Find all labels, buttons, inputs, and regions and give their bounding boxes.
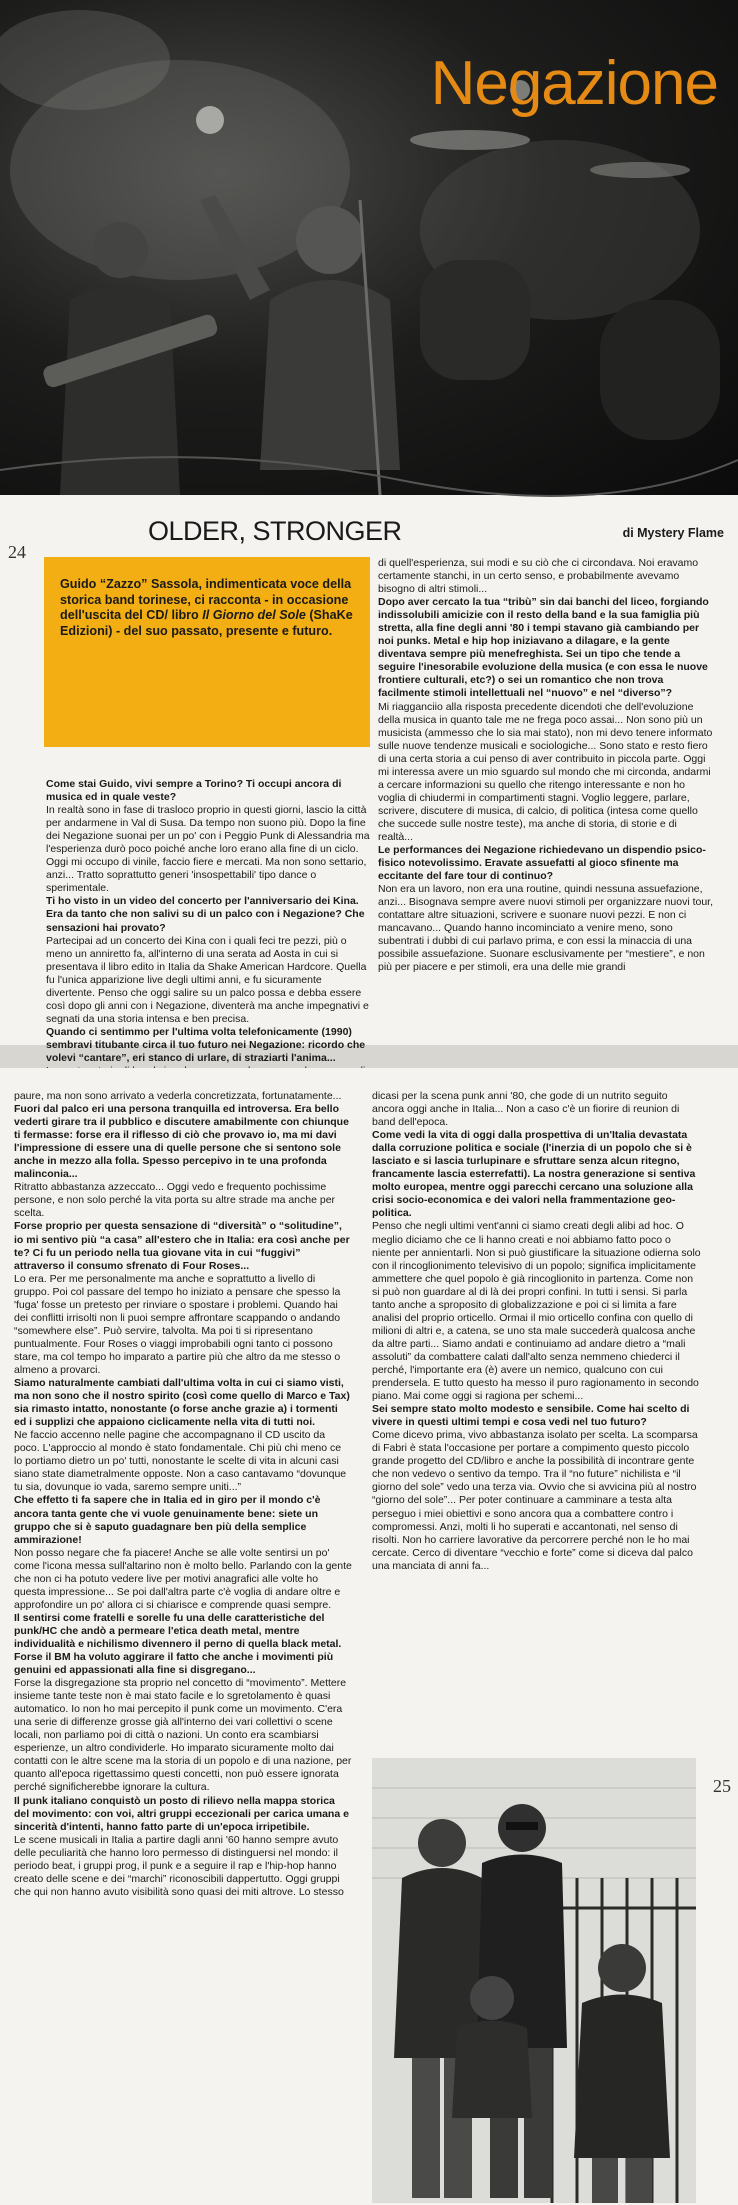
band-photo (372, 1758, 696, 2203)
interview-answer: Le scene musicali in Italia a partire dagli anni '60 hanno sempre avuto delle peculiarità che hanno loro permesso di distinguersi nel mondo: il periodo beat, i gruppi prog, il punk e a seguire il rap e l'hip-hop hanno creato delle scene e dei “marchi” riconoscibili dappertutto. Oggi gruppi che qui non hanno avuto visibilità sono quasi dei miti altrove. Lo stesso (14, 1833, 344, 1898)
interview-question: Il sentirsi come fratelli e sorelle fu una delle caratteristiche del punk/HC che andò a permeare l'etica death metal, mentre individualità e nichilismo divennero il perno di quella black metal. Forse il BM ha voluto aggirare il fatto che anche i movimenti più genuini ed appassionati alla fine si disgregano... (14, 1611, 342, 1677)
article-byline: di Mystery Flame (622, 526, 724, 540)
interview-question: Fuori dal palco eri una persona tranquilla ed introversa. Era bello vederti girare tra il pubblico e discutere amabilmente con chiunque ti fermasse: forse era il riflesso di ciò che provavo io, ma mi davi l'impressione di essere una di quelle persone che si sentono sole anche in mezzo alla folla. Spesso percepivo in te una profonda malinconia... (14, 1103, 349, 1181)
interview-answer: Ne faccio accenno nelle pagine che accompagnano il CD uscito da poco. L'approccio al mondo è stato fondamentale. Chi più chi meno ce lo portiamo dietro un po' tutti, nonostante le scelte di vita in alcuni casi siano state diametralmente opposte. Non a caso cantavamo “dovunque tu sia, dovunque io vada, saremo sempre uniti...” (14, 1429, 347, 1494)
interview-question: Come stai Guido, vivi sempre a Torino? Ti occupi ancora di musica ed in quale veste? (46, 778, 342, 804)
hero-title: Negazione (430, 49, 718, 118)
interview-question: Il punk italiano conquistò un posto di rilievo nella mappa storica del movimento: con voi, altri gruppi eccezionali per carica umana e sincerità d'intenti, hanno fatto parte di un'epoca irripetibile. (14, 1794, 349, 1833)
interview-answer: dicasi per la scena punk anni '80, che gode di un nutrito seguito ancora oggi anche in Italia... Non a caso c'è un fiorire di reunion di band dell'epoca. (372, 1090, 680, 1129)
interview-question: Dopo aver cercato la tua “tribù” sin dai banchi del liceo, forgiando indissolubili amicizie con il resto della band e la sua famiglia più stretta, alla fine degli anni '80 i tempi stavano già cambiando per noi punks. Metal e hip hop iniziavano a dilagare, e la gente diventava sempre più menefreghista. Sei un tipo che tende a seguire l'inesorabile evoluzione della musica (e con essa le nuove frontiere culturali, etc?) o sei un romantico che non trova facilmente stimoli intellettuali nel “nuovo” e nel “diverso”? (378, 596, 709, 700)
interview-answer: Ritratto abbastanza azzeccato... Oggi vedo e frequento pochissime persone, e non solo perché la vita porta su altre strade ma anche per scelta. (14, 1181, 336, 1220)
magazine-page-25 (0, 1068, 738, 2205)
hero-photo-concert (0, 0, 738, 495)
intro-box (44, 557, 370, 747)
band-photo-illustration (372, 1758, 696, 2203)
interview-answer: Non era un lavoro, non era una routine, quindi nessuna assuefazione, anzi... Bisognava sempre avere nuovi stimoli per organizzare nuovi tour, contattare altre situazioni, scrivere e suonare nuovi pezzi. E non ci mancavano... Quando hanno incominciato a venire meno, sono subentrati i dubbi di cui parlavo prima, e con essi la minaccia di una possibile assuefazione. Suonare esclusivamente per “mestiere”, e non più per piacere e per stimoli, era una delle mie grandi (378, 883, 714, 974)
interview-question: Siamo naturalmente cambiati dall'ultima volta in cui ci siamo visti, ma non sono che il nostro spirito (così come quello di Marco e Tax) sia rimasto intatto, nonostante (o forse anche grazie a) i tormenti ed i supplizi che appaiono ciclicamente nella vita di tutti noi. (14, 1377, 350, 1429)
interview-answer: Partecipai ad un concerto dei Kina con i quali feci tre pezzi, più o meno un anniretto fa, all'interno di una serata ad Aosta in cui si presentava il libro edito in Italia da Shake American Hardcore. Quella fu l'unica apparizione live degli ultimi anni, e fu sicuramente divertente. Penso che oggi salire su un palco possa e debba essere così dopo gli anni con i Negazione, diventerà ma anche impegnativi e segnati da una storia intensa e ben precisa. (46, 934, 369, 1025)
interview-answer: paure, ma non sono arrivato a vederla concretizzata, fortunatamente... (14, 1090, 342, 1102)
interview-answer: Lo era. Per me personalmente ma anche e soprattutto a livello di gruppo. Poi col passare del tempo ho iniziato a pensare che spesso la 'fuga' fosse un pretesto per rinviare o spostare i problemi. Quando hai dei conflitti irrisolti non li puoi sempre affrontare scappando o andando “somewhere else”. Può servire, talvolta. Ma poi ti si ripresentano puntualmente. Four Roses o viaggi improbabili ogni tanto ci possono stare, ma col tempo ho imparato a partire più che altro da me stesso o almeno a provarci. (14, 1272, 341, 1376)
interview-question: Sei sempre stato molto modesto e sensibile. Come hai scelto di vivere in questi ultimi tempi e cosa vedi nel tuo futuro? (372, 1403, 690, 1429)
page-number: 24 (8, 542, 26, 562)
interview-answer: Penso che negli ultimi vent'anni ci siamo creati degli alibi ad hoc. O meglio diciamo che ce li hanno creati e noi abbiamo fatto poco o niente per annientarli. Non si può giustificare la situazione odierna solo con il rincoglionimento televisivo di un popolo; significa implicitamente ammettere che quel popolo è già rincoglionito in partenza. Come non si può non guardare al di là dei propri confini. In tutti i sensi. Si parla tanto anche a sproposito di globalizzazione e poi ci si limita a fare analisi del proprio orticello. Ormai il mio orticello confina con quello di milioni di altri e, a catena, se uno sta male succederà qualcosa anche da altre parti... Siamo andati e continuiamo ad andare dietro a “mali assoluti” da combattere calati dall'alto senza nemmeno chiederci il perché, l'importante era (è) avere un nemico, qualcuno con cui prendersela. E tutto questo ha messo il puro ragionamento in secondo piano. Mai come oggi si ragiona per schemi... (372, 1220, 701, 1403)
interview-question: Le performances dei Negazione richiedevano un dispendio psico-fisico notevolissimo. Eravate assuefatti al gioco sfinente ma eccitante del fare tour di continuo? (378, 844, 706, 883)
text-column-p25-left (14, 1090, 352, 1899)
interview-question: Ti ho visto in un video del concerto per l'anniversario dei Kina. Era da tanto che non salivi su di un palco con i Negazione? Che sensazioni hai provato? (46, 895, 365, 934)
intro-text: Guido “Zazzo” Sassola, indimenticata voce della storica band torinese, ci racconta - in occasione dell'uscita del CD/ libro Il Giorno del Sole (ShaKe Edizioni) - del suo passato, presente e futuro. (60, 577, 353, 638)
interview-question: Come vedi la vita di oggi dalla prospettiva di un'Italia devastata dalla corruzione politica e sociale (l'inerzia di un popolo che si è lasciato e si lascia turlupinare e sfruttare senza alcun ritegno, francamente lascia esterrefatti). La nostra generazione si sentiva molto europea, mentre oggi parecchi cercano una soluzione alla crisi socio-economica e dei valori nella frammentazione geo-politica. (372, 1129, 696, 1220)
page-number: 25 (713, 1776, 731, 1796)
article-headline: OLDER, STRONGER (148, 516, 402, 546)
interview-question: Forse proprio per questa sensazione di “diversità” o “solitudine”, io mi sentivo più “a casa” all'estero che in Italia: era così anche per te? Ci fu un periodo nella tua giovane vita in cui “fuggivi” attraverso il consumo sfrenato di Four Roses... (14, 1220, 350, 1272)
interview-answer: Non posso negare che fa piacere! Anche se alle volte sentirsi un po' come l'icona messa sull'altarino non è molto bello. Parlando con la gente che non ci ha potuto vedere live per motivi anagrafici alle volte ho questa impressione... Se poi dall'altra parte c'è voglia di andare oltre e approfondire un po' allora ci si chiarisce e comprende quasi sempre. (14, 1546, 352, 1611)
text-column-p24-left (46, 778, 370, 1091)
book-title: Il Giorno del Sole (202, 608, 306, 622)
magazine-page-24 (0, 0, 738, 1064)
text-column-p24-right (378, 557, 714, 975)
interview-answer: In realtà sono in fase di trasloco proprio in questi giorni, lascio la città per andarmene in Val di Susa. Da tempo non suono più. Dopo la fine dei Negazione suonai per un po' con i Peggio Punk di Alessandria ma l'esperienza durò poco poiché anche loro erano alla fine di un ciclo. Oggi mi occupo di vinile, faccio fiere e mercati. Ma non sono settario, anzi... Tratto soprattutto generi 'insospettabili' tipo dance o sperimentale. (46, 804, 370, 895)
interview-answer: Forse la disgregazione sta proprio nel concetto di “movimento”. Mettere insieme tante teste non è mai stato facile e lo sgretolamento è quasi automatico. Io non ho mai percepito il punk come un movimento. C'era una serie di differenze grosse già all'interno dei vari collettivi o scene locali, non parliamo poi di città o nazioni. Un conto era scambiarsi esperienze, un altro condividerle. Ho imparato sicuramente molto dai contatti con le altre scene ma la storia di un popolo e di una nazione, per quanto all'epoca rigettassimo questi concetti, non può essere ignorata perché significherebbe ignorare la cultura. (14, 1677, 352, 1794)
interview-answer: Come dicevo prima, vivo abbastanza isolato per scelta. La scomparsa di Fabri è stata l'occasione per portare a compimento questo piccolo grande progetto del CD/libro e anche la possibilità di incontrare gente che non vedevo o sentivo da tempo. Tra il “no future” nichilista e “il giorno del sole” vedo una terza via. Ovvio che si avvicina più al nostro “giorno del sole”... Per poter continuare a camminare a testa alta perseguo i miei obiettivi e sono ancora qua a combattere contro i compromessi. Anzi, molti li ho superati e accantonati, nel senso di risolti. Non ho carriere lavorative da percorrere perché non le ho mai cercate. Cerco di diventare “vecchio e forte” come si diceva dal palco una manciata di anni fa... (372, 1429, 698, 1572)
interview-answer: Mi riagganciio alla risposta precedente dicendoti che dell'evoluzione della musica in quanto tale me ne frega poco assai... Non sono più un musicista (ammesso che lo sia mai stato), non mi devo tenere informato sulle nuove tendenze musicali e sociologiche... Sono stato e resto fiero di una certa storia a cui penso di aver contribuito in piccola parte. Oggi mi interessa avere un mio sguardo sul mondo che mi circonda, andarmi a cercare informazioni su quello che ritengo interessante e non ho voglia di chiudermi in compartimenti stagni. Voglio leggere, parlare, scrivere, discutere di musica, di calcio, di politica (intesa come quello che succede sulle nostre teste), ma anche di storia, di storie e di realtà... (378, 700, 713, 843)
interview-question: Che effetto ti fa sapere che in Italia ed in giro per il mondo c'è ancora tanta gente che vi vuole genuinamente bene: siete un gruppo che si è saputo guadagnare ben più della semplice ammirazione! (14, 1494, 321, 1546)
interview-answer: di quell'esperienza, sui modi e su ciò che ci circondava. Noi eravamo certamente stanchi, in un certo senso, e probabilmente avevamo bisogno di altri stimoli... (378, 557, 699, 596)
interview-question: Quando ci sentimmo per l'ultima volta telefonicamente (1990) sembravi titubante circa il tuo futuro nei Negazione: ricordo che volevi “cantare”, eri stanco di urlare, di straziarti l'anima... (46, 1025, 366, 1064)
article-header (0, 508, 738, 562)
text-column-p25-right (372, 1090, 702, 1573)
